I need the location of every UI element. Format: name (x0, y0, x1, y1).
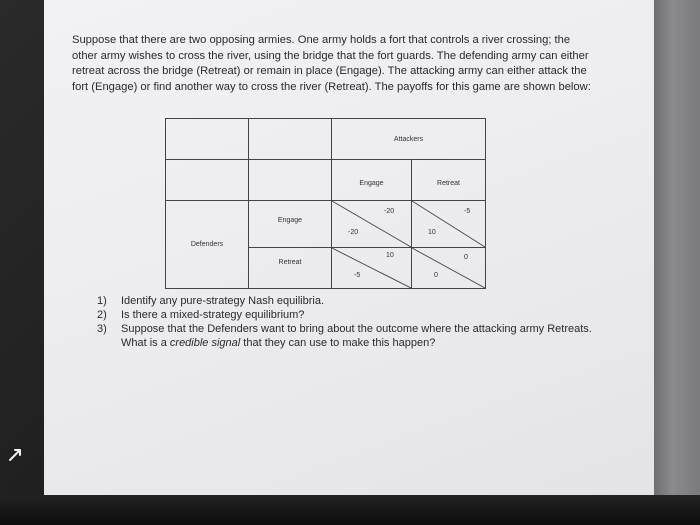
row-strategy-engage (249, 201, 332, 248)
payoff-cell-engage-engage (332, 201, 412, 248)
cell-diagonal (332, 201, 411, 247)
col-strategy-label: Engage (359, 180, 384, 187)
defender-payoff: -5 (354, 272, 361, 279)
corner-cell (166, 160, 249, 201)
question-text-part: Suppose that the Defenders want to bring about the outcome where the attacking army Retreats. What is a (121, 323, 592, 349)
question-item (97, 322, 617, 350)
payoff-matrix (165, 118, 486, 289)
question-number: 2) (97, 309, 107, 321)
payoff-cell-retreat-engage (332, 248, 412, 289)
question-text: Is there a mixed-strategy equilibrium? (121, 309, 305, 321)
question-text (121, 323, 592, 349)
question-text: Identify any pure-strategy Nash equilibria. (121, 295, 324, 307)
question-emphasis: credible signal (169, 337, 241, 349)
row-player-label: Defenders (190, 241, 224, 248)
corner-cell (249, 160, 332, 201)
problem-statement: Suppose that there are two opposing armies. One army holds a fort that controls a river crossing; the other army wishes to cross the river, using the bridge that the fort guards. The defending army can either retreat across the bridge (Retreat) or remain in place (Engage). The attacking army can either attack the fort (Engage) or find another way to cross the river (Retreat). The payoffs for this game are shown below: (72, 34, 591, 93)
attacker-payoff: 10 (386, 252, 394, 259)
arrow-cursor-icon (8, 446, 24, 462)
question-text-part: that they can use to make this happen? (240, 337, 436, 349)
defender-payoff: 0 (434, 272, 438, 279)
question-item (97, 294, 617, 308)
cell-diagonal (412, 201, 485, 247)
attacker-payoff: -5 (464, 208, 471, 215)
cell-diagonal (412, 248, 485, 288)
col-strategy-label: Retreat (437, 180, 460, 187)
payoff-cell-retreat-retreat (412, 248, 486, 289)
corner-cell (166, 119, 249, 160)
cell-diagonal (332, 248, 411, 288)
col-strategy-engage (332, 160, 412, 201)
attacker-payoff: -20 (384, 208, 395, 215)
row-strategy-retreat (249, 248, 332, 289)
corner-cell (249, 119, 332, 160)
monitor-bezel-right (654, 0, 700, 525)
row-strategy-label: Engage (277, 217, 303, 224)
col-player-cell (332, 119, 486, 160)
defender-payoff: 10 (428, 229, 436, 236)
col-player-label: Attackers (393, 136, 424, 143)
questions-list (97, 294, 617, 350)
question-number: 3) (97, 323, 107, 335)
payoff-cell-engage-retreat (412, 201, 486, 248)
row-strategy-label: Retreat (278, 259, 302, 266)
col-strategy-retreat (412, 160, 486, 201)
question-number: 1) (97, 295, 107, 307)
attacker-payoff: 0 (464, 254, 468, 261)
row-player-cell (166, 201, 249, 289)
defender-payoff: -20 (348, 229, 359, 236)
question-item (97, 308, 617, 322)
monitor-bezel-bottom (0, 495, 700, 525)
